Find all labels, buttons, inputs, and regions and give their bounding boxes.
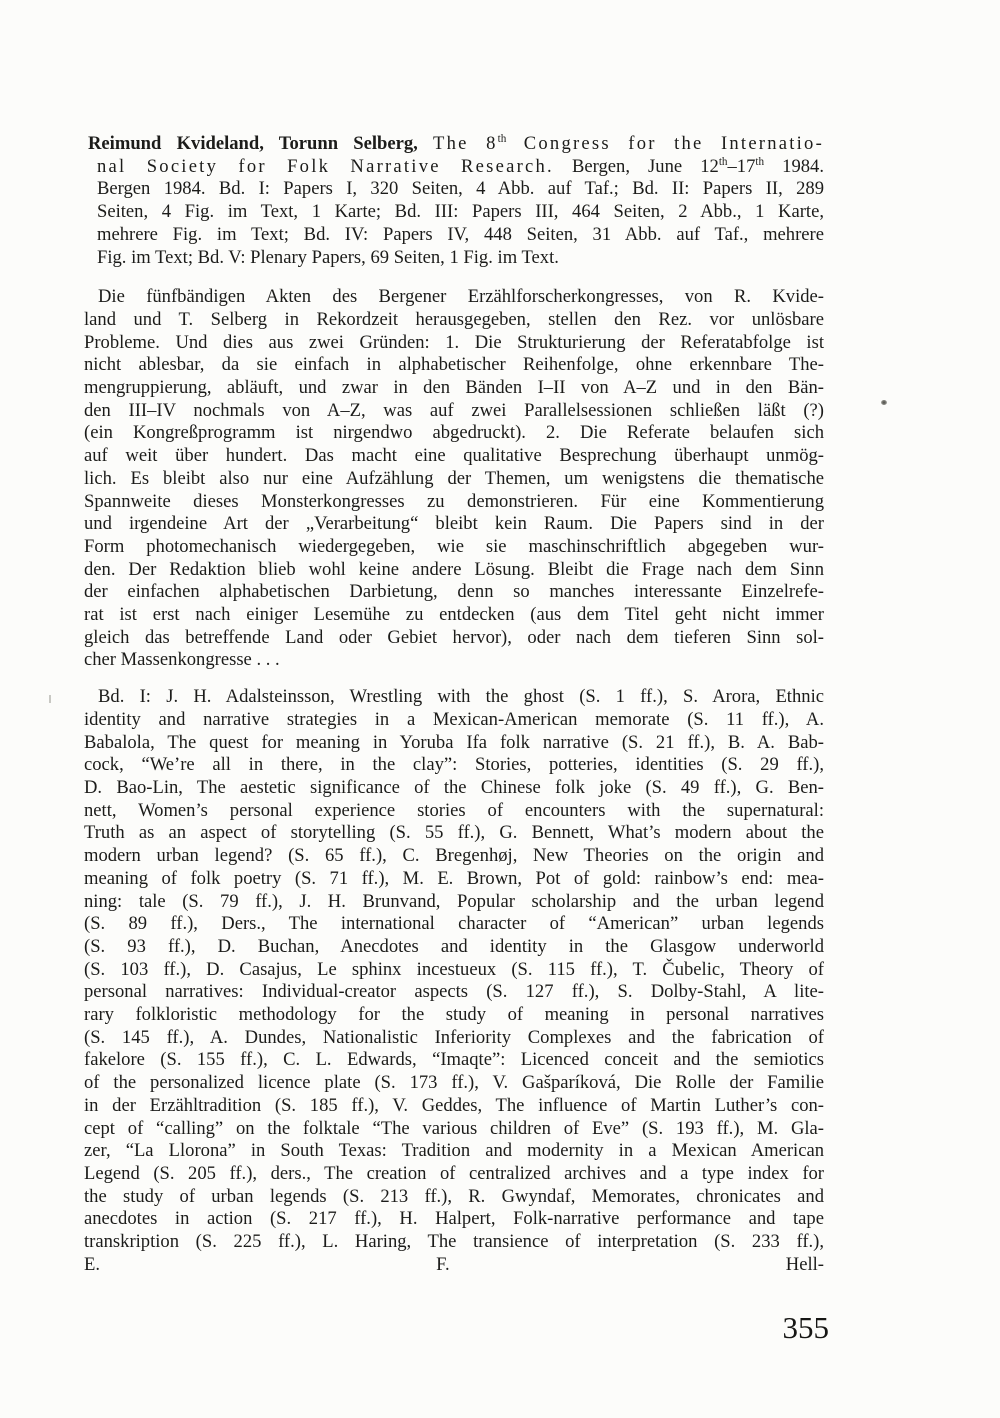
text-line: transkription (S. 225 ff.), L. Haring, The transience of interpretation (S. 233 ff.), (84, 1231, 824, 1253)
text-line: auf weit über hundert. Das macht eine qualitative Besprechung überhaupt unmög- (84, 445, 824, 467)
text-line: den III–IV nochmals von A–Z, was auf zwei Parallelsessionen schließen läßt (?) (84, 399, 824, 421)
text-line: (S. 145 ff.), A. Dundes, Nationalistic Inferiority Complexes and the fabrication of (84, 1026, 824, 1048)
text-line: nett, Women’s personal experience stories of encounters with the supernatural: (84, 799, 824, 821)
text-line: (S. 93 ff.), D. Buchan, Anecdotes and identity in the Glasgow underworld (84, 935, 824, 957)
text-column (84, 133, 824, 1276)
text-line: E. F. Hell- (84, 1253, 824, 1275)
ordinal-suffix: th (755, 155, 765, 168)
text-line: identity and narrative strategies in a Mexican-American memorate (S. 11 ff.), A. (84, 708, 824, 730)
text-line: cept of “calling” on the folktale “The various children of Eve” (S. 193 ff.), M. Gla- (84, 1117, 824, 1139)
text-line: Babalola, The quest for meaning in Yoruba Ifa folk narrative (S. 21 ff.), B. A. Bab- (84, 731, 824, 753)
text-line: Die fünfbändigen Akten des Bergener Erzählforscherkongresses, von R. Kvide- (98, 286, 824, 308)
text-line: rat ist erst nach einiger Lesemühe zu entdecken (aus dem Titel geht nicht immer (84, 604, 824, 626)
text-line: gleich das betreffende Land oder Gebiet hervor), oder nach dem tieferen Sinn sol- (84, 626, 824, 648)
text-line: Truth as an aspect of storytelling (S. 55 ff.), G. Bennett, What’s modern about the (84, 822, 824, 844)
text-line: lich. Es bleibt also nur eine Aufzählung der Themen, um wenigstens die thematische (84, 467, 824, 489)
text-line: cock, “We’re all in there, in the clay”: Stories, potteries, identities (S. 29 ff.), (84, 754, 824, 776)
entry-title-part: nal Society for Folk Narrative Research. (97, 155, 554, 177)
scan-artifact (49, 695, 51, 703)
text-line: personal narratives: Individual-creator aspects (S. 127 ff.), S. Dolby-Stahl, A lite- (84, 981, 824, 1003)
text-line: Bd. I: J. H. Adalsteinsson, Wrestling with the ghost (S. 1 ff.), S. Arora, Ethnic (98, 686, 824, 708)
text-line: Legend (S. 205 ff.), ders., The creation of centralized archives and a type index for (84, 1162, 824, 1184)
entry-imprint: –17 (727, 155, 756, 177)
entry-imprint: 1984. (764, 155, 824, 177)
text-line: anecdotes in action (S. 217 ff.), H. Halpert, Folk-narrative performance and tape (84, 1208, 824, 1230)
text-line: D. Bao-Lin, The aestetic significance of the Chinese folk joke (S. 49 ff.), G. Ben- (84, 776, 824, 798)
text-line: in der Erzähltradition (S. 185 ff.), V. Geddes, The influence of Martin Luther’s con- (84, 1094, 824, 1116)
entry-authors: Reimund Kvideland, Torunn Selberg, (88, 133, 418, 154)
text-line: rary folkloristic methodology for the study of meaning in personal narratives (84, 1004, 824, 1026)
text-line: (S. 89 ff.), Ders., The international character of “American” urban legends (84, 913, 824, 935)
text-line: Form photomechanisch wiedergegeben, wie sie maschinschriftlich abgegeben wur- (84, 535, 824, 557)
text-line: (S. 103 ff.), D. Casajus, Le sphinx incestueux (S. 115 ff.), T. Čubelic, Theory of (84, 958, 824, 980)
text-line: (ein Kongreßprogramm ist nirgendwo abgedruckt). 2. Die Referate belaufen sich (84, 422, 824, 444)
text-line: den. Der Redaktion blieb wohl keine andere Lösung. Bleibt die Frage nach dem Sinn (84, 558, 824, 580)
text-line: of the personalized licence plate (S. 173 ff.), V. Gašparíková, Die Rolle der Familie (84, 1072, 824, 1094)
contents-listing-paragraph (84, 686, 824, 1276)
bibliographic-entry (84, 133, 824, 269)
entry-line: mehrere Fig. im Text; Bd. IV: Papers IV, 448 Seiten, 31 Abb. auf Taf., mehrere (97, 223, 824, 245)
entry-line (84, 156, 824, 179)
text-line: meaning of folk poetry (S. 71 ff.), M. E. Brown, Pot of gold: rainbow’s end: mea- (84, 867, 824, 889)
entry-title-part: Congress for the Internatio- (506, 133, 824, 154)
ink-speck (881, 400, 887, 405)
text-line: und irgendeine Art der „Verarbeitung“ bleibt kein Raum. Die Papers sind in der (84, 513, 824, 535)
text-line: Probleme. Und dies aus zwei Gründen: 1. Die Strukturierung der Referatabfolge ist (84, 331, 824, 353)
text-line: nicht ablesbar, da sie einfach in alphabetischer Reihenfolge, ohne erkennbare The- (84, 354, 824, 376)
entry-title-part: The 8 (433, 133, 498, 154)
text-line: the study of urban legends (S. 213 ff.), R. Gwyndaf, Memorates, chronicates and (84, 1185, 824, 1207)
page-number: 355 (782, 1310, 829, 1345)
text-line: fakelore (S. 155 ff.), C. L. Edwards, “Imaqte”: Licenced conceit and the semiotics (84, 1049, 824, 1071)
entry-line: Bergen 1984. Bd. I: Papers I, 320 Seiten, 4 Abb. auf Taf.; Bd. II: Papers II, 289 (97, 178, 824, 200)
text-line: modern urban legend? (S. 65 ff.), C. Bregenhøj, New Theories on the origin and (84, 845, 824, 867)
entry-imprint: Bergen, June 12 (553, 155, 719, 177)
review-paragraph (84, 286, 824, 672)
entry-line (84, 133, 824, 156)
text-line: land und T. Selberg in Rekordzeit herausgegeben, stellen den Rez. vor unlösbare (84, 308, 824, 330)
entry-line: Fig. im Text; Bd. V: Plenary Papers, 69 Seiten, 1 Fig. im Text. (97, 246, 559, 268)
text-line: zer, “La Llorona” in South Texas: Tradition and modernity in a Mexican American (84, 1140, 824, 1162)
entry-line: Seiten, 4 Fig. im Text, 1 Karte; Bd. III: Papers III, 464 Seiten, 2 Abb., 1 Karte, (97, 201, 824, 223)
text-line: ning: tale (S. 79 ff.), J. H. Brunvand, Popular scholarship and the urban legend (84, 890, 824, 912)
ordinal-suffix: th (718, 155, 728, 168)
text-line: cher Massenkongresse . . . (84, 649, 280, 671)
text-line: mengruppierung, abläuft, und zwar in den Bänden I–II von A–Z und in den Bän- (84, 377, 824, 399)
ordinal-suffix: th (497, 132, 507, 145)
text-line: der einfachen alphabetischen Darbietung, denn so manches interessante Einzelrefe- (84, 581, 824, 603)
text-line: Spannweite dieses Monsterkongresses zu demonstrieren. Für eine Kommentierung (84, 490, 824, 512)
